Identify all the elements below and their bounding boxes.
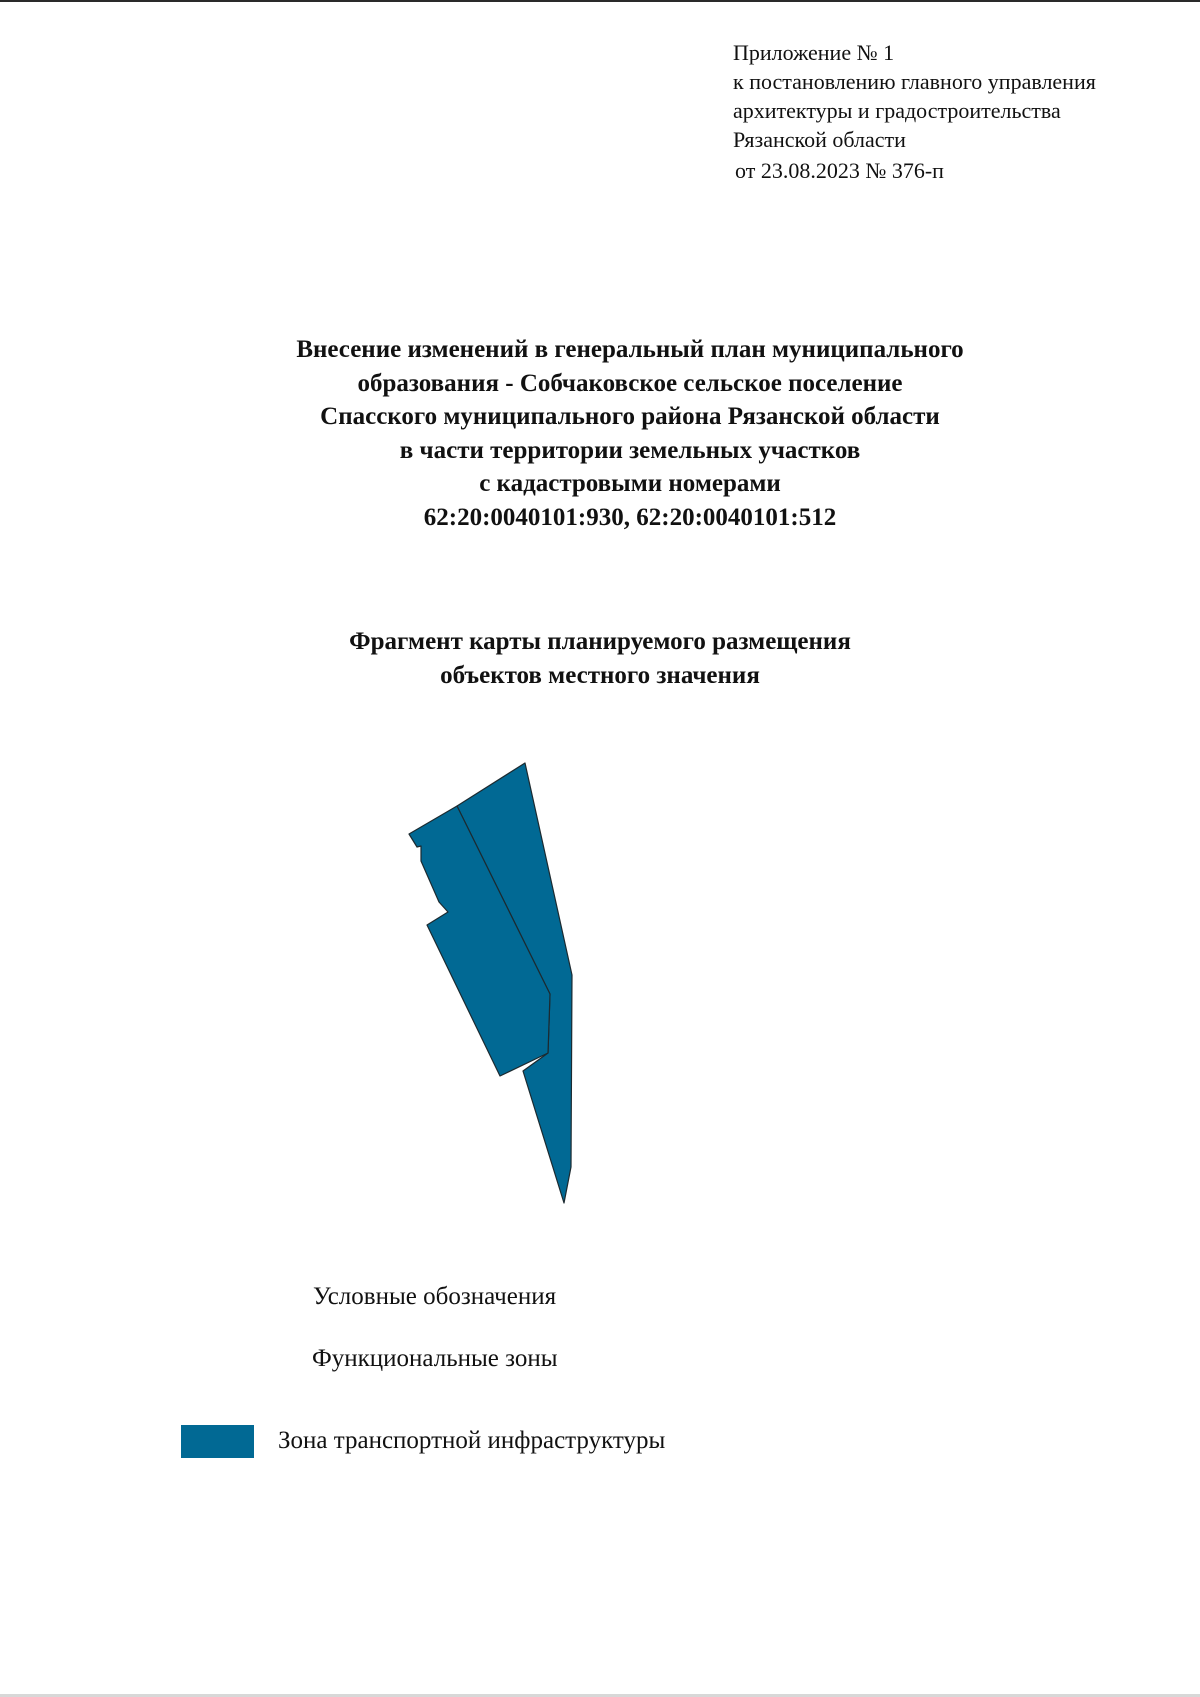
legend-label: Зона транспортной инфраструктуры bbox=[278, 1427, 666, 1454]
title-line-5: с кадастровыми номерами bbox=[479, 470, 781, 497]
subtitle-line-1: Фрагмент карты планируемого размещения bbox=[349, 628, 851, 655]
title-line-1: Внесение изменений в генеральный план муниципального bbox=[296, 336, 964, 363]
map-fragment bbox=[400, 755, 590, 1205]
legend-swatch bbox=[181, 1425, 254, 1458]
subtitle-line-2: объектов местного значения bbox=[440, 661, 760, 689]
appendix-block bbox=[733, 38, 1193, 185]
appendix-region: Рязанской области bbox=[733, 127, 906, 152]
title-line-3: Спасского муниципального района Рязанской области bbox=[320, 403, 940, 430]
appendix-date: от 23.08.2023 № 376-п bbox=[735, 158, 944, 183]
legend-heading: Условные обозначения bbox=[313, 1283, 557, 1310]
title-line-2: образования - Собчаковское сельское поселение bbox=[357, 369, 903, 397]
appendix-authority: архитектуры и градостроительства bbox=[733, 98, 1061, 123]
appendix-reference: к постановлению главного управления bbox=[733, 69, 1096, 94]
map-subtitle bbox=[150, 625, 1050, 692]
title-line-6: 62:20:0040101:930, 62:20:0040101:512 bbox=[423, 503, 837, 531]
appendix-number: Приложение № 1 bbox=[733, 40, 895, 65]
document-title bbox=[150, 333, 1110, 534]
title-line-4: в части территории земельных участков bbox=[399, 436, 861, 464]
legend-group-title: Функциональные зоны bbox=[312, 1345, 558, 1372]
top-border bbox=[0, 0, 1200, 2]
legend-item-transport-zone bbox=[181, 1424, 665, 1458]
